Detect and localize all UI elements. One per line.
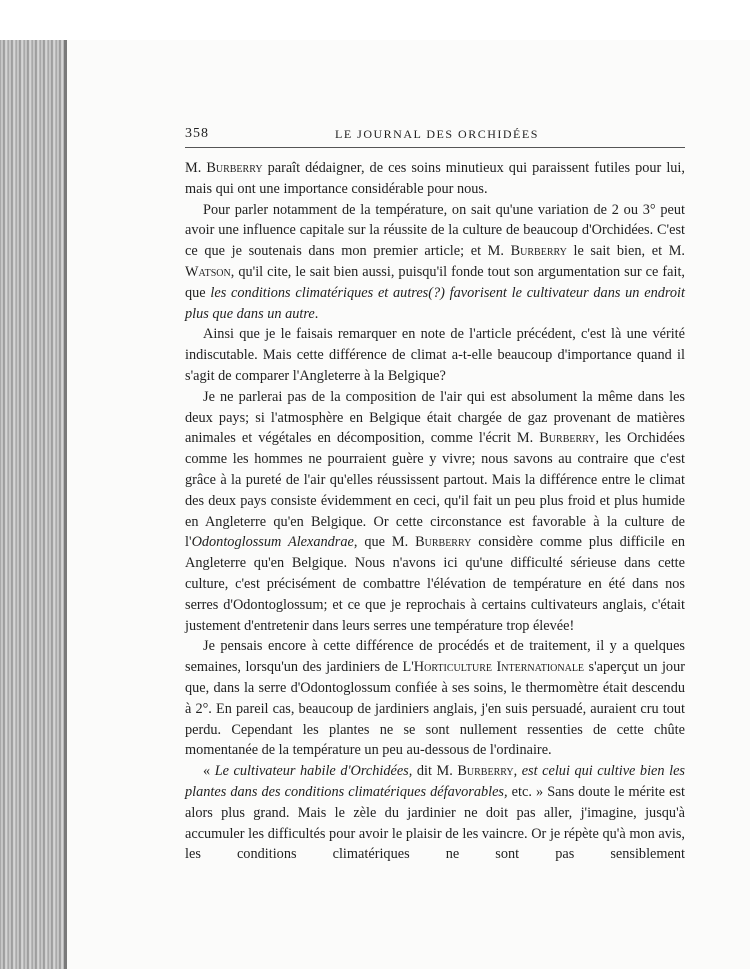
text-run: , qu'il cite, le sait bien aussi, puisqu'il fonde tout son argumentation sur ce fait, que bbox=[185, 263, 685, 301]
text-run: le sait bien, et M. bbox=[566, 243, 685, 260]
name-smallcaps: Burberry bbox=[510, 243, 567, 260]
text-run: paraît dédaigner, de ces soins minutieux qui paraissent futiles pour lui, mais qui ont une importance considérable pour nous. bbox=[185, 160, 685, 197]
paragraph bbox=[185, 636, 685, 761]
name-smallcaps: Burberry bbox=[457, 763, 514, 780]
paragraph bbox=[185, 387, 685, 637]
header-rule bbox=[185, 147, 685, 148]
italic-text: est celui qui cultive bien les plantes dans des conditions climatériques défavorables, bbox=[185, 763, 685, 800]
text-run: . bbox=[314, 305, 319, 322]
name-smallcaps: Burberry bbox=[206, 160, 263, 176]
text-run: , que M. bbox=[353, 534, 416, 551]
name-smallcaps: Horticulture Internationale bbox=[413, 659, 585, 676]
text-run: M. bbox=[185, 160, 207, 176]
name-smallcaps: Watson bbox=[185, 263, 231, 280]
text-run: Je ne parlerai pas de la composition de l'air qui est absolument la même dans les deux pays; si l'atmosphère en Belgique était chargée de gaz provenant de matières animales et végétales en décomposition, comme l'écrit M. bbox=[185, 388, 685, 447]
text-run: , les Orchidées comme les hommes ne pourraient guère y vivre; nous savons au contraire que c'est grâce à la pureté de l'air qu'elles réussissent partout. Mais la différence entre le climat des deux pays consiste évidemment en ceci, qu'il fait un peu plus froid et plus humide en Angleterre qu'en Belgique. Or cette circonstance est favorable à la culture de l' bbox=[185, 430, 685, 551]
name-smallcaps: Burberry bbox=[539, 430, 596, 447]
page-number: 358 bbox=[185, 126, 209, 141]
paragraph bbox=[185, 200, 685, 325]
italic-text: Odontoglossum Alexandrae bbox=[191, 534, 354, 551]
article-body bbox=[185, 158, 685, 865]
page-header bbox=[185, 126, 685, 146]
text-run: s'aperçut un jour que, dans la serre d'Odontoglossum confiée à ses soins, le thermomètre était descendu à 2°. En pareil cas, beaucoup de jardiniers anglais, j'en suis persuadé, auraient cru tout perdu. Cependant les plantes ne se sont nullement ressenties de cette chûte momentanée de la température un peu au-dessous de l'ordinaire. bbox=[185, 659, 685, 759]
text-run: « bbox=[203, 763, 215, 780]
text-run: Je pensais encore à cette différence de procédés et de traitement, il y a quelques semaines, lorsqu'un des jardiniers de L' bbox=[185, 638, 685, 676]
italic-text: les conditions climatériques et autres(?) favorisent le cultivateur dans un endroit plus que dans un autre bbox=[185, 284, 685, 322]
paragraph bbox=[185, 158, 685, 200]
text-run: etc. » Sans doute le mérite est alors plus grand. Mais le zèle du jardinier ne doit pas aller, j'imagine, jusqu'à accumuler les difficultés pour avoir le plaisir de les vaincre. Or je répète qu'à mon avis, les conditions climatériques ne sont pas sensiblement bbox=[185, 783, 685, 863]
name-smallcaps: Burberry bbox=[415, 534, 472, 551]
text-run: , bbox=[513, 763, 522, 780]
running-head: LE JOURNAL DES ORCHIDÉES bbox=[335, 127, 539, 141]
italic-text: Le cultivateur habile d'Orchidées, bbox=[214, 763, 413, 780]
paragraph bbox=[185, 324, 685, 386]
text-run: Pour parler notamment de la température, on sait qu'une variation de 2 ou 3° peut avoir une influence capitale sur la réussite de la culture de beaucoup d'Orchidées. C'est ce que je soutenais dans mon premier article; et M. bbox=[185, 201, 685, 260]
paragraph bbox=[185, 761, 685, 865]
text-run: Ainsi que je le faisais remarquer en note de l'article précédent, c'est là une vérité indiscutable. Mais cette différence de climat a-t-elle beaucoup d'importance quand il s'agit de comparer l'Angleterre à la Belgique? bbox=[185, 326, 685, 384]
text-run: dit M. bbox=[412, 763, 458, 780]
text-run: considère comme plus difficile en Angleterre qu'en Belgique. Nous n'avons ici qu'une difficulté sérieuse dans cette culture, c'est précisément de combattre l'élévation de température en été dans nos serres d'Odontoglossum; et ce que je reprochais à certains cultivateurs anglais, c'était justement d'entretenir dans leurs serres une température trop élevée! bbox=[185, 534, 685, 634]
book-binding-edge bbox=[0, 40, 64, 969]
